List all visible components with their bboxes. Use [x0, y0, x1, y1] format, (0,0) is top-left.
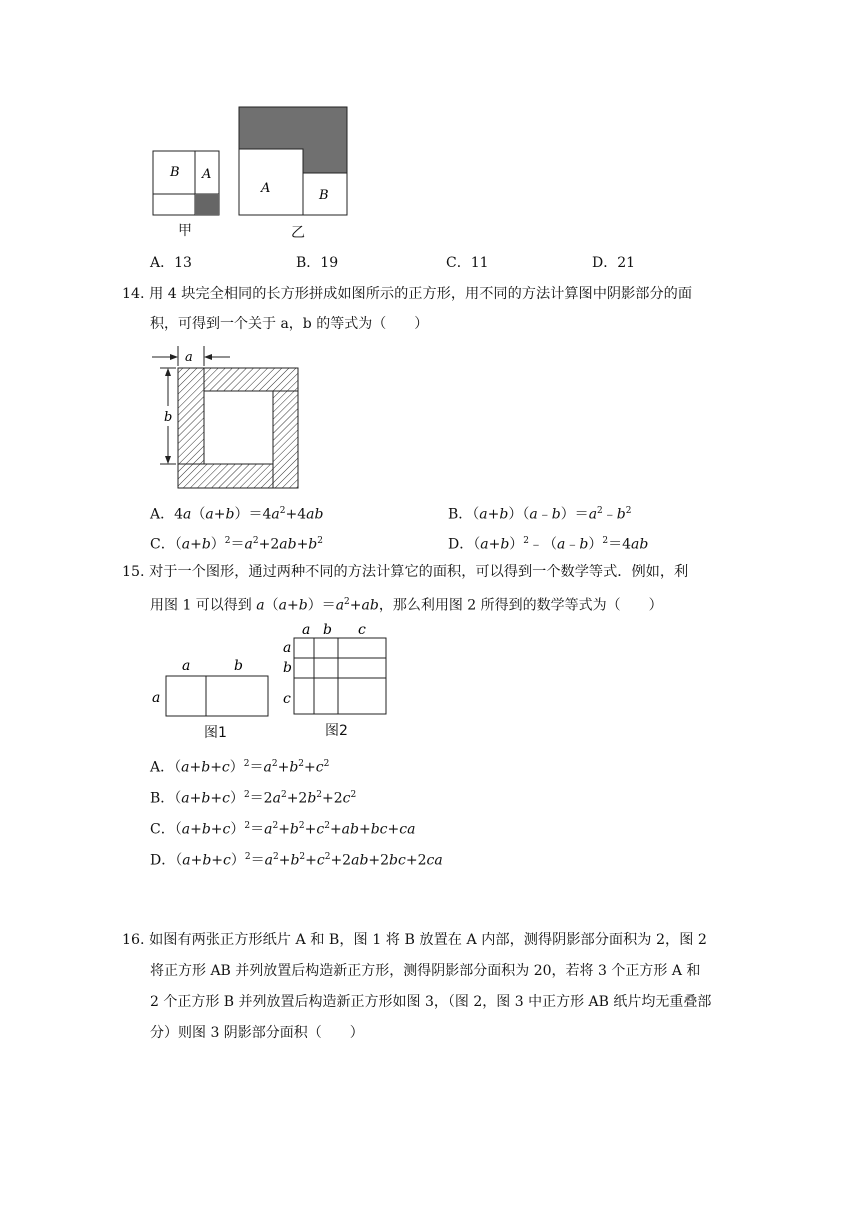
q15-option-a: A．$(a+b+c)^2=a^2+b^2+c^2$: [150, 759, 330, 776]
q13-figure-yi: [236, 104, 350, 218]
q15-figure-1: [148, 652, 274, 722]
q15-fig2-label-b-left: b: [283, 660, 292, 676]
q15-fig2-label-a-top: a: [302, 622, 311, 638]
q15-option-d: D．$(a+b+c)^2=a^2+b^2+c^2+2ab+2bc+2ca$: [150, 852, 443, 869]
q13-jia-label-b: B: [170, 165, 180, 180]
q15-fig1-label-a-top: a: [182, 658, 191, 674]
q15-figure-2: [280, 620, 390, 720]
q14-option-a: A．$4a(a+b)=4a^2+4ab$: [150, 506, 324, 523]
q13-option-b: B．19: [296, 255, 339, 271]
q13-yi-label-b: B: [319, 188, 329, 203]
q16-stem-line2: 将正方形 AB 并列放置后构造新正方形，测得阴影部分面积为 20，若将 3 个正方形 A 和: [150, 963, 701, 979]
q13-option-c: C．11: [446, 255, 489, 271]
q15-fig2-label-b-top: b: [323, 622, 332, 638]
q13-jia-caption: 甲: [178, 223, 192, 239]
q16-stem-line4: 分）则图 3 阴影部分面积（ ）: [150, 1025, 364, 1041]
q14-stem-line1: 14. 用 4 块完全相同的长方形拼成如图所示的正方形，用不同的方法计算图中阴影部分的面: [122, 286, 693, 302]
q13-figure-jia: [150, 148, 222, 218]
q15-fig2-label-a-left: a: [283, 640, 292, 656]
q13-option-d: D．21: [592, 255, 636, 271]
q15-fig1-caption: 图1: [204, 725, 227, 741]
q15-fig1-label-a-left: a: [152, 690, 161, 706]
q14-option-d: D．$(a+b)^2﹣(a﹣b)^2=4ab$: [448, 536, 649, 553]
q13-yi-caption: 乙: [291, 225, 305, 241]
q16-stem-line1: 16. 如图有两张正方形纸片 A 和 B，图 1 将 B 放置在 A 内部，测得阴影部分面积为 2，图 2: [122, 932, 707, 948]
q15-fig2-label-c-left: c: [283, 691, 291, 707]
q13-yi-label-a: A: [261, 181, 271, 196]
q15-fig2-caption: 图2: [325, 723, 348, 739]
q16-stem-line3: 2 个正方形 B 并列放置后构造新正方形如图 3，（图 2，图 3 中正方形 AB 纸片均无重叠部: [150, 994, 712, 1010]
q14-figure: [150, 344, 302, 492]
q15-fig2-label-c-top: c: [358, 622, 366, 638]
q15-fig1-label-b-top: b: [234, 658, 243, 674]
q13-option-a: A．13: [150, 255, 192, 271]
q15-stem-line1: 15. 对于一个图形，通过两种不同的方法计算它的面积，可以得到一个数学等式．例如，利: [122, 564, 689, 580]
q15-stem-line2: 用图 1 可以得到 $a(a+b)=a^2+ab$，那么利用图 2 所得到的数学等式为（ ）: [150, 597, 663, 614]
q14-option-c: C．$(a+b)^2=a^2+2ab+b^2$: [150, 536, 323, 553]
q13-jia-shaded-square: [195, 194, 219, 215]
q15-option-b: B．$(a+b+c)^2=2a^2+2b^2+2c^2$: [150, 790, 357, 807]
q14-option-b: B．$(a+b)(a﹣b)=a^2﹣b^2$: [448, 506, 632, 523]
q15-option-c: C．$(a+b+c)^2=a^2+b^2+c^2+ab+bc+ca$: [150, 821, 416, 838]
q14-label-a: a: [185, 350, 193, 365]
q13-jia-label-a: A: [202, 167, 212, 182]
q14-stem-line2: 积，可得到一个关于 a，b 的等式为（ ）: [150, 316, 429, 332]
q14-label-b: b: [164, 410, 173, 425]
